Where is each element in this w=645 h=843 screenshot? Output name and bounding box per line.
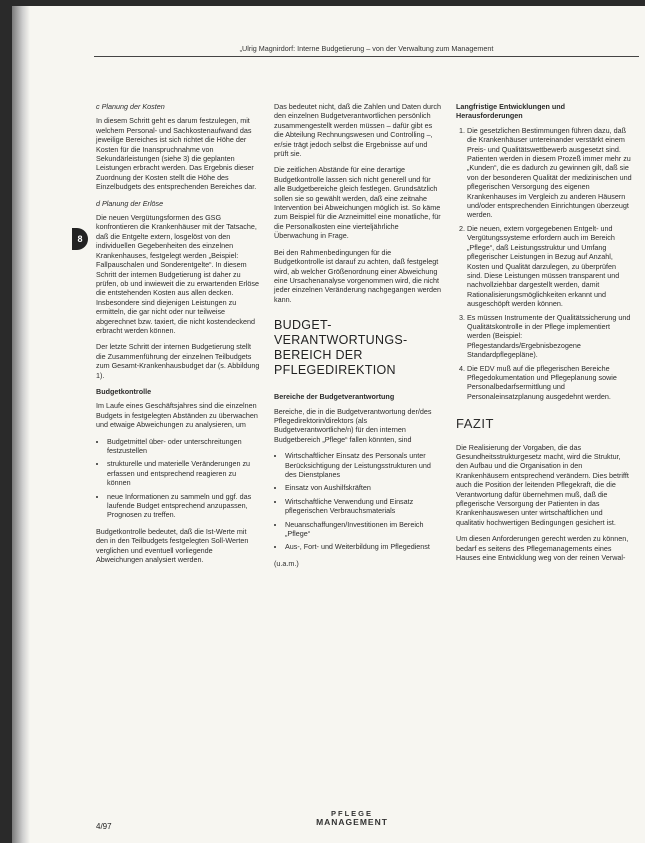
numbered-list	[456, 126, 632, 401]
paragraph: Der letzte Schritt der internen Budgetierung stellt die Zusammenführung der einzelnen Teilbudgets zum Gesamt-Krankenhausbudget dar (s. Abbildung 1).	[96, 342, 260, 380]
paragraph: Im Laufe eines Geschäftsjahres sind die einzelnen Budgets in festgelegten Abständen zu überwachen und etwaige Abweichungen zu analysieren, um	[96, 401, 258, 430]
list-item: 2. Die neuen, extern vorgegebenen Entgelt- und Vergütungssysteme erfordern auch im Bereich „Pflege“, daß Leistungsstruktur und Umfang pflegerischer Leistungen in Bezug auf Anzahl, Kosten und Qualität darzulegen, zu überprüfen sind. Diese Leistungen müssen transparent und nachvollziehbar dargestellt werden, damit Rationalisierungsmöglichkeiten erkannt und ausgeschöpft werden können.	[467, 224, 632, 309]
document-page	[12, 6, 645, 843]
paragraph: Budgetkontrolle bedeutet, daß die Ist-Werte mit den in den Teilbudgets festgelegten Soll-Werten verglichen und eventuell vorliegende Abweichungen analysiert werden.	[96, 526, 249, 565]
column-2	[274, 102, 442, 575]
binding-spine	[12, 6, 30, 843]
subheading-planung-erloese: d Planung der Erlöse	[96, 198, 164, 208]
column-3	[456, 102, 632, 569]
column-1	[96, 102, 260, 571]
magazine-logo	[302, 810, 402, 826]
section-tab-marker: 8	[72, 228, 88, 250]
logo-line-2: MANAGEMENT	[316, 817, 388, 827]
list-item: • Aus-, Fort- und Weiterbildung im Pflegedienst	[285, 542, 442, 551]
heading-bereiche: Bereiche der Budgetverantwortung	[274, 392, 395, 402]
list-item: 4. Die EDV muß auf die pflegerischen Bereiche Pflegedokumentation und Pflegeplanung sowie Personalbedarfsermittlung und Personaleinsatzplanung ausgedehnt werden.	[467, 364, 632, 402]
logo-line-1: PFLEGE	[330, 809, 373, 818]
list-item: • Einsatz von Aushilfskräften	[285, 483, 442, 492]
bullet-list	[96, 437, 260, 520]
paragraph: Das bedeutet nicht, daß die Zahlen und Daten durch den einzelnen Budgetverantwortlichen persönlich zusammengestellt werden müssen – dafür gibt es die Abteilung Rechnungswesen und Controlling –, er/sie trägt jedoch selbst die Ergebnisse auf und prüft sie.	[274, 102, 442, 159]
paragraph: In diesem Schritt geht es darum festzulegen, mit welchem Personal- und Sachkostenaufwand das jeweilige Bereiches ist sich richtet die Höhe der Kosten für die Inanspruchnahme von Sekundärleistungen (siehe 3) die geplanten Leistungen erbracht werden. Das Ergebnis dieser Zuordnung der Kosten stellt die Höhe des Einzelbudgets des entsprechenden Bereiches dar.	[96, 116, 257, 192]
section-heading-fazit: FAZIT	[456, 416, 494, 432]
list-item: • neue Informationen zu sammeln und ggf. das laufende Budget entsprechend anzupassen, Prognosen zu treffen.	[107, 492, 260, 520]
subheading-planung-kosten: c Planung der Kosten	[96, 102, 165, 111]
paragraph: Um diesen Anforderungen gerecht werden zu können, bedarf es seitens des Pflegemanagements eines Hauses eine Entwicklung weg von der reinen Verwal-	[456, 534, 629, 563]
paragraph: Bei den Rahmenbedingungen für die Budgetkontrolle ist darauf zu achten, daß festgelegt wird, ab welcher Größenordnung einer Abweichung eine Ursachenanalyse vorgenommen wird, die nicht jeder einzelnen Veränderung nachgegangen werden kann.	[274, 247, 442, 304]
list-item: • Wirtschaftliche Verwendung und Einsatz pflegerischen Verbrauchsmaterials	[285, 497, 442, 516]
paragraph: Bereiche, die in die Budgetverantwortung der/des Pflegedirektorin/direktors (als Budgetverantwortliche/n) für den internen Budgetbereich „Pflege“ fallen könnten, sind	[274, 406, 432, 444]
list-item: • strukturelle und materielle Veränderungen zu erfassen und entsprechend reagieren zu können	[107, 459, 260, 487]
bullet-list	[274, 451, 442, 552]
page-reference: 4/97	[96, 822, 112, 831]
list-item: • Wirtschaftlicher Einsatz des Personals unter Berücksichtigung der Leistungsstrukturen und des Dienstplanes	[285, 451, 442, 479]
heading-langfristige-entwicklungen: Langfristige Entwicklungen und Herausforderungen	[456, 102, 566, 121]
list-item: • Budgetmittel über- oder unterschreitungen festzustellen	[107, 437, 260, 456]
paragraph: Die zeitlichen Abstände für eine derartige Budgetkontrolle lassen sich nicht generell und für alle Budgetbereiche gleich festlegen. Grundsätzlich sollen sie so gewählt werden, daß eine zeitnahe Intervention bei Abweichungen möglich ist. So käme zum Beispiel für die Arzneimittel eine monatliche, für die Personalkosten eine vierteljährliche Überwachung in Frage.	[274, 165, 441, 241]
list-item: 1. Die gesetzlichen Bestimmungen führen dazu, daß die Krankenhäuser untereinander verstärkt einem Preis- und Qualitätswettbewerb ausgesetzt sind. Patienten werden in diesem Prozeß immer mehr zu „Kunden“, die es dadurch zu gewinnen gilt, daß sie von der besonderen Qualität der medizinischen und pflegerischen Versorgung des eigenen Krankenhauses im Vergleich zu anderen Häusern und/oder entsprechenden Einrichtungen überzeugt werden.	[467, 126, 632, 220]
heading-budgetkontrolle: Budgetkontrolle	[96, 386, 152, 396]
paragraph: (u.a.m.)	[274, 558, 299, 568]
section-heading-budgetverantwortung: BUDGET-VERANTWORTUNGS-BEREICH DER PFLEGEDIREKTION	[274, 318, 408, 378]
list-item: • Neuanschaffungen/Investitionen im Bereich „Pflege“	[285, 520, 442, 539]
running-head: „Ulrig Magnirdorf: Interne Budgetierung – von der Verwaltung zum Management	[94, 44, 639, 57]
paragraph: Die neuen Vergütungsformen des GSG konfrontieren die Krankenhäuser mit der Tatsache, daß die Entgelte extern, losgelöst von den individuellen Gegebenheiten des einzelnen Krankenhauses, festgelegt werden „Beispiel: Fallpauschalen und Sonderentgelte“. In diesem Schritt der internen Budgetierung ist daher zu prüfen, ob und inwieweit die zu erwartenden Erlöse die entstehenden Kosten aus allen decken. Insbesondere sind diejenigen Leistungen zu ermitteln, die gar nicht oder nur teilweise abgerechnet bzw. taxiert, die nicht kostendeckend erbracht werden können.	[96, 213, 260, 335]
list-item: 3. Es müssen Instrumente der Qualitätssicherung und Qualitätskontrolle in der Pflege implementiert werden (Beispiel: Pflegestandards/Ergebnisbezogene Standardpflegepläne).	[467, 313, 632, 360]
paragraph: Die Realisierung der Vorgaben, die das Gesundheitsstrukturgesetz macht, wird die Struktur, den Aufbau und die Organisation in den Krankenhäusern entsprechend verändern. Dies betrifft auch die Position der leitenden Pflegekraft, die die Verantwortung dafür übernehmen muß, daß die pflegerische Versorgung der Patienten in das Krankenhauswesen unter wirtschaftlichen und qualitativ hochwertigen Bedingungen gesichert ist.	[456, 442, 629, 527]
